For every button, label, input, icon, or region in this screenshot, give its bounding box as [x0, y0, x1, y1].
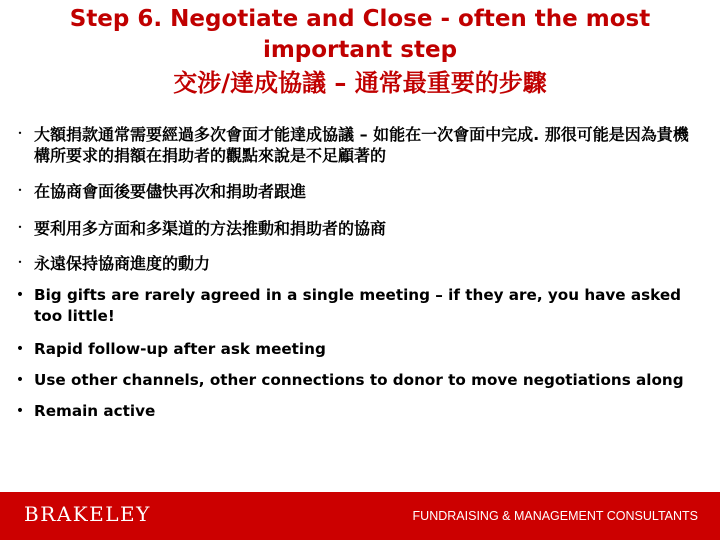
bullet-text: Rapid follow-up after ask meeting — [34, 340, 326, 358]
brand-logo: BRAKELEY — [24, 502, 151, 526]
bullet-text: 永遠保持協商進度的動力 — [34, 254, 211, 273]
bullet-text-block — [34, 285, 681, 327]
bullet-item-en-4 — [6, 401, 716, 422]
bullet-text: 大額捐款通常需要經過多次會面才能達成協議 – 如能在一次會面中完成. 那很可能是因為貴機構所要求的捐額在捐助者的觀點來說是不足顧著的 — [34, 125, 689, 165]
bullet-text: 要利用多方面和多渠道的方法推動和捐助者的協商 — [34, 219, 387, 238]
footer-bar — [0, 492, 720, 540]
bullet-item-cn-2 — [6, 181, 716, 202]
bullet-text-continued: too little! — [34, 307, 115, 325]
bullet-item-en-1 — [6, 285, 716, 327]
bullet-item-cn-1 — [6, 124, 716, 166]
bullet-marker: • — [17, 258, 23, 267]
footer-tagline: FUNDRAISING & MANAGEMENT CONSULTANTS — [412, 509, 698, 523]
bullet-item-en-3 — [6, 370, 716, 391]
bullet-text: 在協商會面後要儘快再次和捐助者跟進 — [34, 182, 307, 201]
bullet-text: Remain active — [34, 402, 156, 420]
bullet-marker: • — [15, 372, 25, 388]
bullet-item-en-2 — [6, 339, 716, 360]
bullet-item-cn-3 — [6, 218, 716, 239]
bullet-marker: • — [17, 129, 23, 138]
bullet-marker: • — [17, 186, 23, 195]
bullet-marker: • — [15, 403, 25, 419]
title-chinese: 交涉/達成協議 – 通常最重要的步驟 — [173, 69, 547, 97]
bullet-marker: • — [15, 341, 25, 357]
bullet-item-cn-4 — [6, 253, 716, 274]
bullet-marker: • — [17, 223, 23, 232]
title-line-1: Step 6. Negotiate and Close - often the most — [69, 6, 651, 32]
bullet-marker: • — [15, 287, 25, 303]
title-line-2: important step — [262, 37, 458, 63]
bullet-text: Use other channels, other connections to donor to move negotiations along — [34, 371, 684, 389]
bullet-text: Big gifts are rarely agreed in a single meeting – if they are, you have asked — [34, 286, 682, 304]
